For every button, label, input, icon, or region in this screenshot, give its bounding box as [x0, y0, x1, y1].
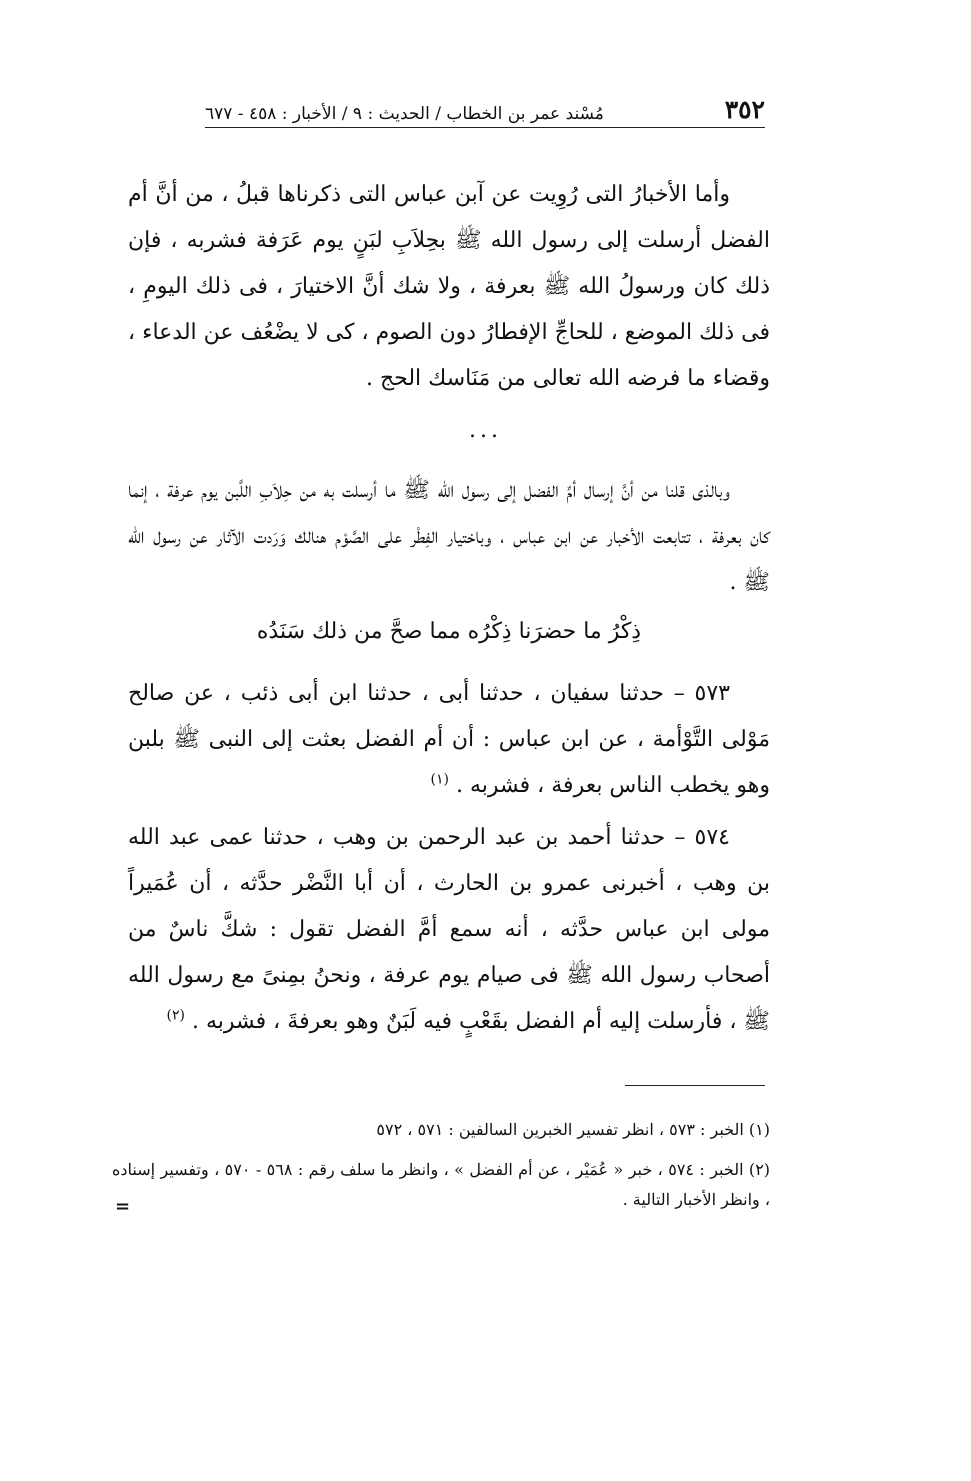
footnote-divider — [625, 1085, 765, 1086]
footnotes-section — [112, 1115, 770, 1225]
page-number: ٣٥٢ — [724, 95, 765, 124]
footnote-1: (١) الخبر : ٥٧٣ ، انظر تفسير الخبرين السالفين : ٥٧١ ، ٥٧٢ — [376, 1120, 770, 1139]
paragraph-ibn-abbas-reports — [128, 172, 770, 402]
paragraph-text: وبالذى قلنا من أنَّ إرسال أمِّ الفضل إلى رسول الله ﷺ ما أرسلت به من حِلاَبِ اللَّبن يوم عرفة ، إنما كان بعرفة ، تتابعت الأخبار عن ابن عباس ، وباختيار الفِطْر على الصَّوْم هنالك وَرَدت الآثار عن رسول الله ﷺ . — [128, 478, 770, 595]
hadith-text: ٥٧٣ – حدثنا سفيان ، حدثنا أبى ، حدثنا ابن أبى ذئب ، عن صالح مَوْلى التَّوْأمة ، عن ابن عباس : أن أم الفضل بعثت إلى النبى ﷺ بلبن وهو يخطب الناس بعرفة ، فشربه . — [128, 681, 770, 798]
footnote-reference: (١) — [430, 771, 449, 788]
running-title: مُسْند عمر بن الخطاب / الحديث : ٩ / الأخبار : ٤٥٨ - ٦٧٧ — [205, 104, 604, 124]
hadith-text: ٥٧٤ – حدثنا أحمد بن عبد الرحمن بن وهب ، حدثنا عمى عبد الله بن وهب ، أخبرنى عمرو بن الحارث ، أن أبا النَّضْر حدَّثه ، أن عُمَيراً مولى ابن عباس حدَّثه ، أنه سمع أمَّ الفضل تقول : شكَّ ناسٌ من أصحاب رسول الله ﷺ فى صيام يوم عرفة ، ونحنُ بمِنىً مع رسول الله ﷺ ، فأرسلت إليه أم الفضل بقَعْبٍ فيه لَبَنٌ وهو بعرفةَ ، فشربه . — [128, 825, 770, 1034]
footnote-2: (٢) الخبر : ٥٧٤ ، خبر « عُمَيْر ، عن أم الفضل » ، وانظر ما سلف رقم : ٥٦٨ - ٥٧٠ ، وتفسير إسناده ، وانظر الأخبار التالية . — [112, 1160, 771, 1209]
section-separator: ... — [469, 418, 502, 443]
hadith-574 — [128, 815, 770, 1045]
footnote-reference: (٢) — [166, 1007, 185, 1024]
hadith-573 — [128, 671, 770, 809]
running-header — [205, 88, 765, 128]
paragraph-conclusion — [128, 468, 770, 606]
paragraph-text: وأما الأخبارُ التى رُوِيت عن آبن عباس التى ذكرناها قبلُ ، من أنَّ أم الفضل أرسلت إلى رسول الله ﷺ بحِلاَبِ لبَنٍ يوم عَرَفة فشربه ، فإن ذلك كان ورسولُ الله ﷺ بعرفة ، ولا شك أنَّ الاختيارَ ، فى ذلك اليومِ ، فى ذلك الموضع ، للحاجِّ الإفطارُ دون الصوم ، كى لا يضْعُف عن الدعاء ، وقضاء ما فرضه الله تعالى من مَنَاسك الحج . — [128, 182, 770, 391]
continuation-mark: = — [115, 1196, 131, 1217]
section-subheading: ذِكْرُ ما حضرَنا ذِكْرُه مما صحَّ من ذلك سَنَدُه — [256, 619, 642, 644]
